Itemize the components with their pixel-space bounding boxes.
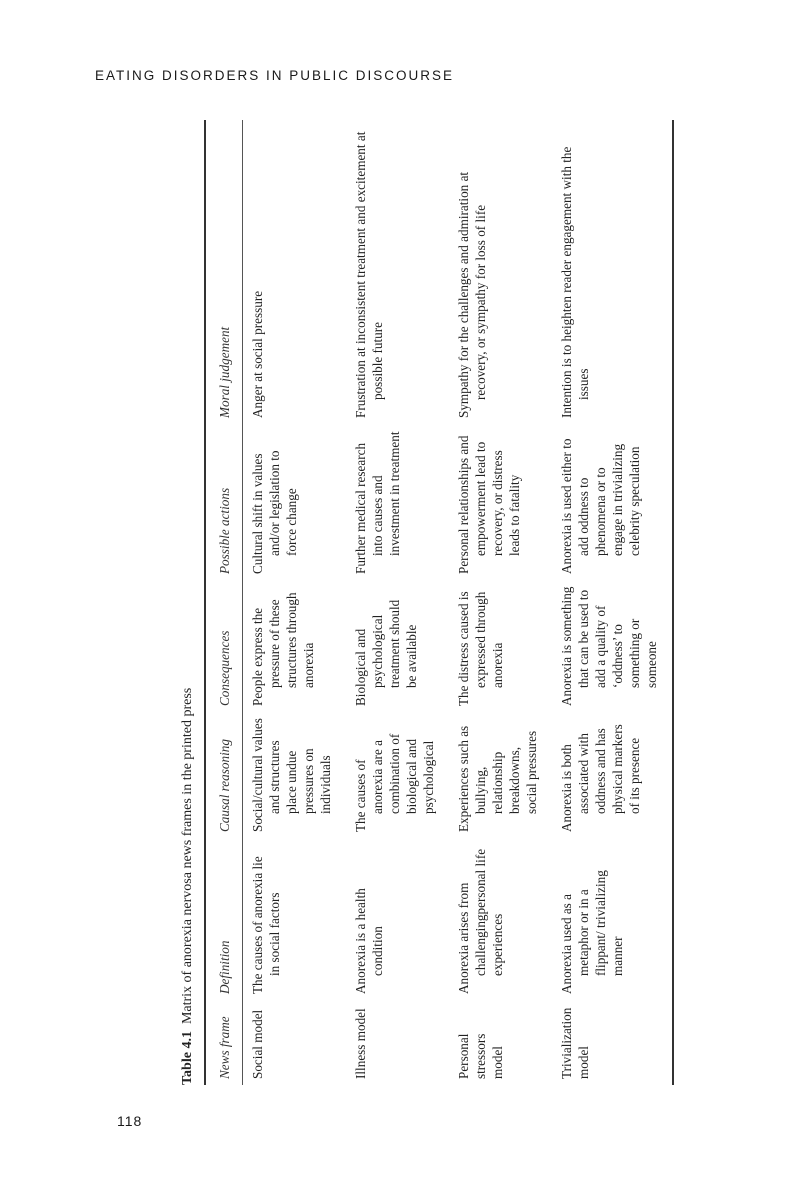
cell-possible-actions: Personal relationships and empowerment lead to recovery, or distress leads to fatality (456, 435, 522, 574)
cell-definition: Anorexia is a health condition (353, 888, 385, 994)
cell-moral-judgement: Frustration at inconsistent treatment and excitement at possible future (353, 131, 385, 418)
column-header-possible-actions: Possible actions (205, 424, 243, 580)
cell-frame: Personal stressors model (456, 1033, 505, 1079)
cell-definition: The causes of anorexia lie in social factors (250, 856, 282, 994)
table-row-illness-model (346, 120, 449, 1085)
cell-causal-reasoning: The causes of anorexia are a combination of biological and psychological (353, 733, 436, 832)
column-header-moral-judgement: Moral judgement (205, 120, 243, 424)
table-row-trivialization-model (552, 120, 673, 1085)
cell-frame: Social model (250, 1009, 265, 1079)
cell-moral-judgement: Sympathy for the challenges and admiration at recovery, or sympathy for loss of life (456, 171, 488, 418)
table-header-row (205, 120, 243, 1085)
cell-consequences: The distress caused is expressed through anorexia (456, 591, 505, 706)
table-caption-label: Table 4.1 (180, 1031, 195, 1085)
cell-causal-reasoning: Anorexia is both associated with oddness and has physical markers of its presence (559, 724, 642, 832)
table-caption-text: Matrix of anorexia nervosa news frames in the printed press (180, 687, 195, 1025)
cell-definition: Anorexia used as a metaphor or in a flippant/ trivializing manner (559, 870, 625, 994)
page-number: 118 (117, 1113, 143, 1129)
cell-moral-judgement: Intention is to heighten reader engagement with the issues (559, 146, 591, 418)
cell-consequences: People express the pressure of these structures through anorexia (250, 592, 316, 706)
cell-causal-reasoning: Social/cultural values and structures place undue pressures on individuals (250, 718, 333, 832)
cell-consequences: Biological and psychological treatment should be available (353, 599, 419, 706)
cell-possible-actions: Further medical research into causes and investment in treatment (353, 431, 402, 574)
cell-consequences: Anorexia is something that can be used to add a quality of ‘oddness’ to something or someone (559, 586, 659, 706)
cell-moral-judgement: Anger at social pressure (250, 290, 265, 418)
cell-frame: Trivialization model (559, 1007, 591, 1079)
table-row-personal-stressors-model (449, 120, 552, 1085)
cell-frame: Illness model (353, 1008, 368, 1079)
column-header-consequences: Consequences (205, 580, 243, 712)
column-header-definition: Definition (205, 838, 243, 1000)
cell-possible-actions: Cultural shift in values and/or legislation to force change (250, 450, 299, 574)
column-header-causal-reasoning: Causal reasoning (205, 712, 243, 838)
cell-causal-reasoning: Experiences such as bullying, relationship breakdowns, social pressures (456, 725, 539, 832)
running-header: EATING DISORDERS IN PUBLIC DISCOURSE (94, 68, 454, 83)
rotated-table-block (180, 120, 670, 1085)
cell-definition: Anorexia arises from challengingpersonal life experiences (456, 848, 505, 994)
table-row-social-model (243, 120, 347, 1085)
column-header-news-frame: News frame (205, 1000, 243, 1085)
news-frames-table (204, 120, 674, 1085)
table-caption (180, 688, 200, 1085)
cell-possible-actions: Anorexia is used either to add oddness to phenomena or to engage in trivializing celebrity speculation (559, 438, 642, 574)
